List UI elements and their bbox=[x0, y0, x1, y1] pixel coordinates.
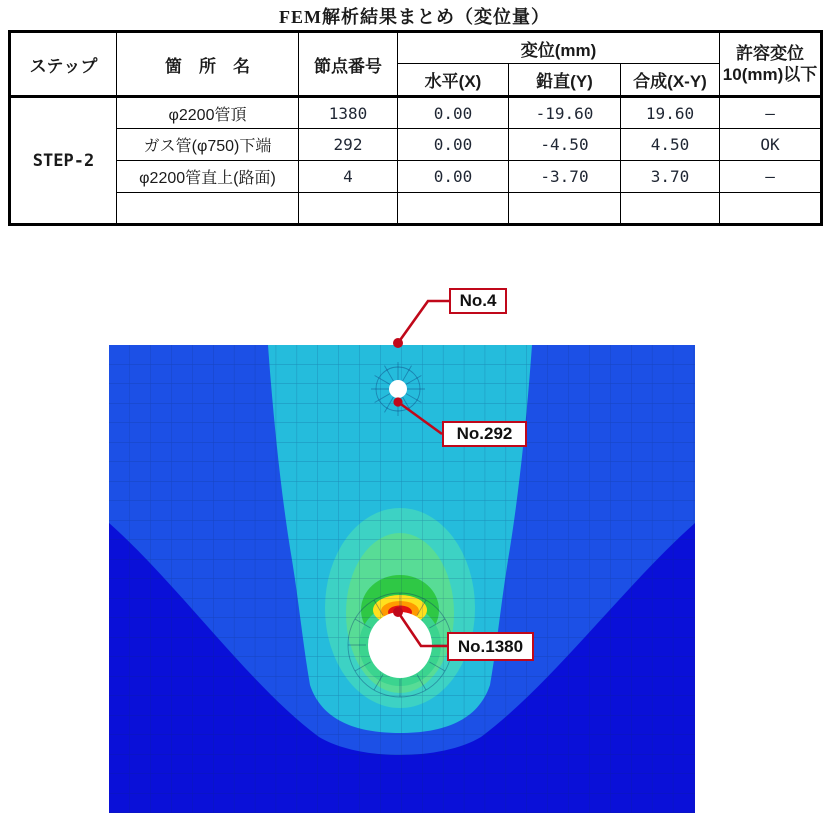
gas-pipe-opening bbox=[389, 380, 407, 398]
callout-no1380: No.1380 bbox=[447, 632, 534, 661]
disp-x-cell: 0.00 bbox=[398, 129, 509, 161]
allow-cell: OK bbox=[720, 129, 822, 161]
disp-y-cell: -3.70 bbox=[509, 161, 621, 193]
location-cell: φ2200管直上(路面) bbox=[117, 161, 299, 193]
disp-x-cell bbox=[398, 193, 509, 225]
disp-y-cell: -19.60 bbox=[509, 97, 621, 129]
allow-cell: ― bbox=[720, 161, 822, 193]
page-title: FEM解析結果まとめ（変位量） bbox=[275, 3, 554, 32]
table-row bbox=[10, 129, 822, 161]
location-cell: ガス管(φ750)下端 bbox=[117, 129, 299, 161]
location-cell: φ2200管頂 bbox=[117, 97, 299, 129]
disp-y-cell bbox=[509, 193, 621, 225]
table-row bbox=[10, 97, 822, 129]
header-resultant-xy: 合成(X-Y) bbox=[621, 64, 720, 97]
fem-results-table bbox=[8, 30, 823, 226]
header-allowable-line1: 許容変位 bbox=[736, 43, 805, 63]
header-displacement-group: 変位(mm) bbox=[398, 32, 720, 64]
header-allowable-line2: 10(mm)以下 bbox=[722, 65, 818, 84]
table-row bbox=[10, 161, 822, 193]
location-cell bbox=[117, 193, 299, 225]
node-cell: 292 bbox=[299, 129, 398, 161]
node-cell: 1380 bbox=[299, 97, 398, 129]
node-cell bbox=[299, 193, 398, 225]
title-row bbox=[0, 3, 829, 32]
callout-no292: No.292 bbox=[442, 421, 527, 447]
main-pipe-opening bbox=[368, 612, 432, 678]
disp-y-cell: -4.50 bbox=[509, 129, 621, 161]
step-label-cell: STEP-2 bbox=[10, 97, 117, 225]
header-location: 箇 所 名 bbox=[117, 32, 299, 97]
table-row-empty bbox=[10, 193, 822, 225]
node-cell: 4 bbox=[299, 161, 398, 193]
header-vertical-y: 鉛直(Y) bbox=[509, 64, 621, 97]
disp-xy-cell: 19.60 bbox=[621, 97, 720, 129]
callout-no4: No.4 bbox=[449, 288, 507, 314]
disp-x-cell: 0.00 bbox=[398, 97, 509, 129]
disp-xy-cell: 4.50 bbox=[621, 129, 720, 161]
allow-cell: ― bbox=[720, 97, 822, 129]
allow-cell bbox=[720, 193, 822, 225]
header-horizontal-x: 水平(X) bbox=[398, 64, 509, 97]
header-step: ステップ bbox=[10, 32, 117, 97]
disp-xy-cell bbox=[621, 193, 720, 225]
header-node: 節点番号 bbox=[299, 32, 398, 97]
header-allowable bbox=[720, 32, 822, 97]
fem-contour-figure bbox=[109, 345, 695, 813]
contour-plot bbox=[109, 345, 695, 813]
leader-line-no4 bbox=[398, 301, 449, 343]
disp-xy-cell: 3.70 bbox=[621, 161, 720, 193]
fem-mesh-grid bbox=[109, 345, 695, 813]
disp-x-cell: 0.00 bbox=[398, 161, 509, 193]
